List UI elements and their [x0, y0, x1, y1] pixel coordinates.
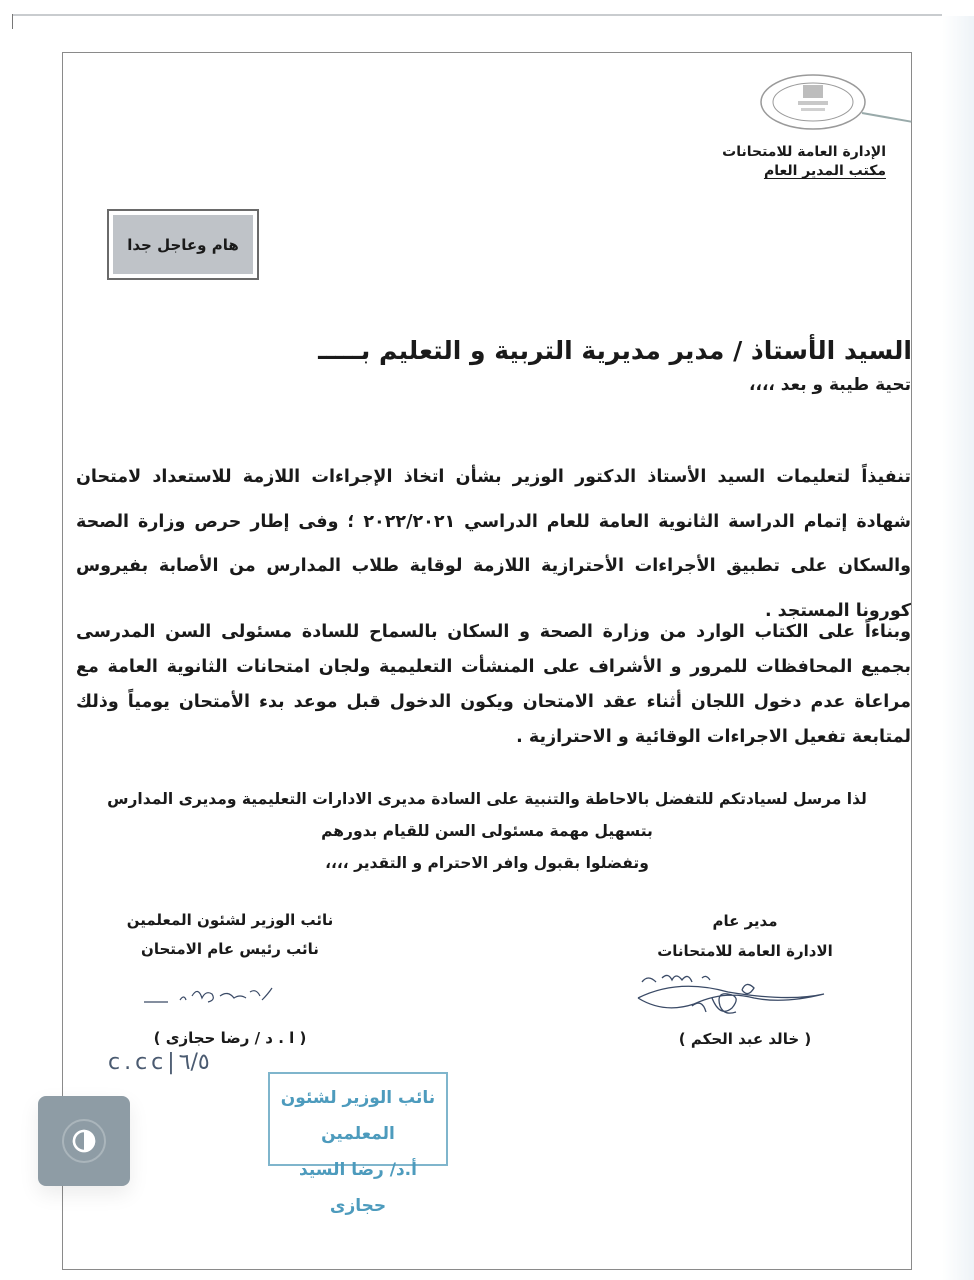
- ministry-of-education-seal-icon: [758, 73, 868, 131]
- signatory-role: نائب رئيس عام الامتحان: [141, 940, 319, 958]
- closing-block: [90, 783, 884, 879]
- signatory-title: مدير عام: [712, 912, 778, 930]
- signatory-title: نائب الوزير لشئون المعلمين: [126, 911, 334, 929]
- priority-box: [107, 209, 259, 280]
- body-paragraph-2: وبناءاً على الكتاب الوارد من وزارة الصحة و السكان بالسماح للسادة مسئولى السن المدرسى بجميع المحافظات للمرور و الأشراف على المنشأت التعليمية ولجان امتحانات الثانوية العامة مع مراعاة عدم دخول اللجان أثناء عقد الامتحان ويكون الدخول قبل موعد بدء الأمتحان يومياً وذلك لمتابعة تفعيل الاجراءات الوقائية و الاحترازية .: [76, 622, 911, 747]
- body-paragraph-1: تنفيذاً لتعليمات السيد الأستاذ الدكتور الوزير بشأن اتخاذ الإجراءات اللازمة للاستعداد لامتحان شهادة إتمام الدراسة الثانوية العامة للعام الدراسي ٢٠٢٢/٢٠٢١ ؛ وفى إطار حرص وزارة الصحة والسكان على تطبيق الأجراءات الأحترازية اللازمة لوقاية طلاب المدارس من الأصابة بفيروس كورونا المستجد .: [76, 467, 911, 621]
- signatory-department: الادارة العامة للامتحانات: [657, 942, 833, 960]
- closing-line-1: لذا مرسل لسيادتكم للتفضل بالاحاطة والتنبية على السادة مديرى الادارات التعليمية ومديرى المدارس: [107, 790, 867, 808]
- signatory-name: ( خالد عبد الحكم ): [678, 1030, 812, 1048]
- department-name: الإدارة العامة للامتحانات: [722, 144, 886, 160]
- right-edge-shade: [942, 16, 974, 1280]
- handwritten-signature-icon: [632, 968, 842, 1028]
- office-name: مكتب المدير العام: [763, 163, 886, 179]
- signatory-deputy-minister: [110, 906, 350, 1053]
- handwritten-signature-icon: [140, 982, 280, 1012]
- handwritten-date: c.cc|٦/٥: [108, 1050, 210, 1075]
- greeting-line: تحية طيبة و بعد ،،،،: [749, 375, 911, 395]
- official-stamp: [268, 1072, 448, 1216]
- outer-frame-left: [12, 14, 13, 29]
- stamp-line-2: أ.د/ رضا السيد حجازى: [299, 1160, 417, 1216]
- addressee-line: السيد الأستاذ / مدير مديرية التربية و التعليم بـــــ: [318, 336, 912, 365]
- outer-frame-top: [12, 14, 942, 16]
- closing-line-3: وتفضلوا بقبول وافر الاحترام و التقدير ،،،،: [325, 854, 649, 872]
- contrast-toggle-button[interactable]: [38, 1096, 130, 1186]
- signatory-name: ( ا . د / رضا حجازى ): [153, 1029, 307, 1047]
- stamp-line-1: نائب الوزير لشئون المعلمين: [280, 1088, 436, 1144]
- letterhead: [722, 143, 886, 181]
- contrast-ring: [62, 1119, 106, 1163]
- priority-label: هام وعاجل جدا: [113, 215, 253, 274]
- closing-line-2: بتسهيل مهمة مسئولى السن للقيام بدورهم: [321, 822, 653, 840]
